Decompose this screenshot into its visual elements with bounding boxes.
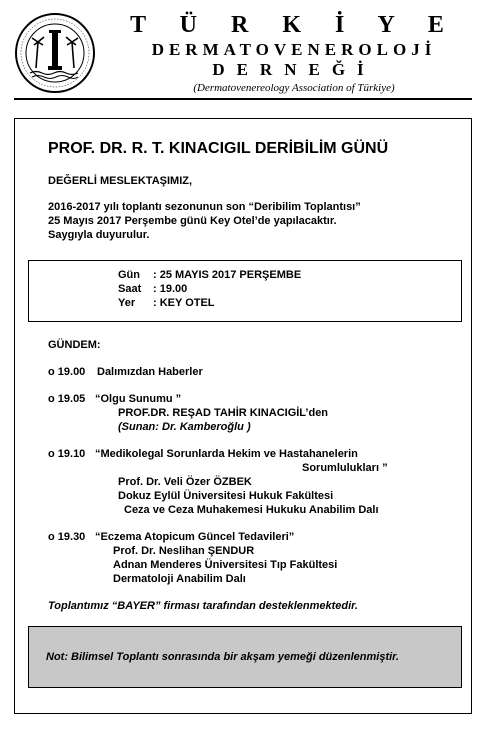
agenda-title-1: Dalımızdan Haberler (97, 366, 203, 378)
org-name-line1: DERMATOVENEROLOJİ (151, 40, 437, 59)
day-value: : 25 MAYIS 2017 PERŞEMBE (153, 269, 302, 281)
agenda-title-4: “Eczema Atopicum Güncel Tedavileri” (95, 531, 295, 543)
venue-label: Yer (118, 297, 136, 309)
time-value: : 19.00 (153, 283, 188, 295)
announcement-heading: PROF. DR. R. T. KINACIGIL DERİBİLİM GÜNÜ (48, 140, 389, 157)
day-label: Gün (118, 269, 140, 281)
agenda-detail-4-3: Dermatoloji Anabilim Dalı (113, 573, 246, 585)
time-label: Saat (118, 283, 142, 295)
agenda-title-2: “Olgu Sunumu ” (95, 393, 182, 405)
org-name-line2: DERNEĞİ (212, 60, 376, 79)
agenda-detail-4-1: Prof. Dr. Neslihan ŞENDUR (113, 545, 255, 557)
agenda-title-3: “Medikolegal Sorunlarda Hekim ve Hastahanelerin (95, 448, 358, 460)
sponsor-note: Toplantımız “BAYER” firması tarafından desteklenmektedir. (48, 600, 358, 612)
agenda-title-3-cont: Sorumlulukları ” (302, 462, 388, 474)
header-divider (14, 98, 472, 100)
agenda-time-3: o 19.10 (48, 448, 86, 460)
salutation: DEĞERLİ MESLEKTAŞIMIZ, (48, 175, 193, 187)
agenda-detail-4-2: Adnan Menderes Üniversitesi Tıp Fakültesi (113, 559, 338, 571)
association-logo (14, 12, 96, 94)
agenda-time-2: o 19.05 (48, 393, 86, 405)
agenda-detail-2-2: (Sunan: Dr. Kamberoğlu ) (118, 421, 251, 433)
agenda-time-4: o 19.30 (48, 531, 86, 543)
agenda-detail-3-2: Dokuz Eylül Üniversitesi Hukuk Fakültesi (118, 490, 334, 502)
org-title: T Ü R K İ Y E (130, 12, 458, 38)
org-english-name: (Dermatovenereology Association of Türkiye) (193, 82, 395, 94)
agenda-time-1: o 19.00 (48, 366, 86, 378)
intro-line-2: 25 Mayıs 2017 Perşembe günü Key Otel’de yapılacaktır. (48, 215, 337, 227)
intro-line-1: 2016-2017 yılı toplantı sezonunun son “Deribilim Toplantısı” (48, 201, 361, 213)
intro-line-3: Saygıyla duyurulur. (48, 229, 150, 241)
footer-note: Not: Bilimsel Toplantı sonrasında bir akşam yemeği düzenlenmiştir. (46, 651, 399, 663)
agenda-title: GÜNDEM: (48, 339, 101, 351)
agenda-detail-2-1: PROF.DR. REŞAD TAHİR KINACIGİL’den (118, 407, 329, 419)
agenda-detail-3-1: Prof. Dr. Veli Özer ÖZBEK (118, 476, 252, 488)
venue-value: : KEY OTEL (153, 297, 215, 309)
agenda-detail-3-3: Ceza ve Ceza Muhakemesi Hukuku Anabilim Dalı (124, 504, 379, 516)
